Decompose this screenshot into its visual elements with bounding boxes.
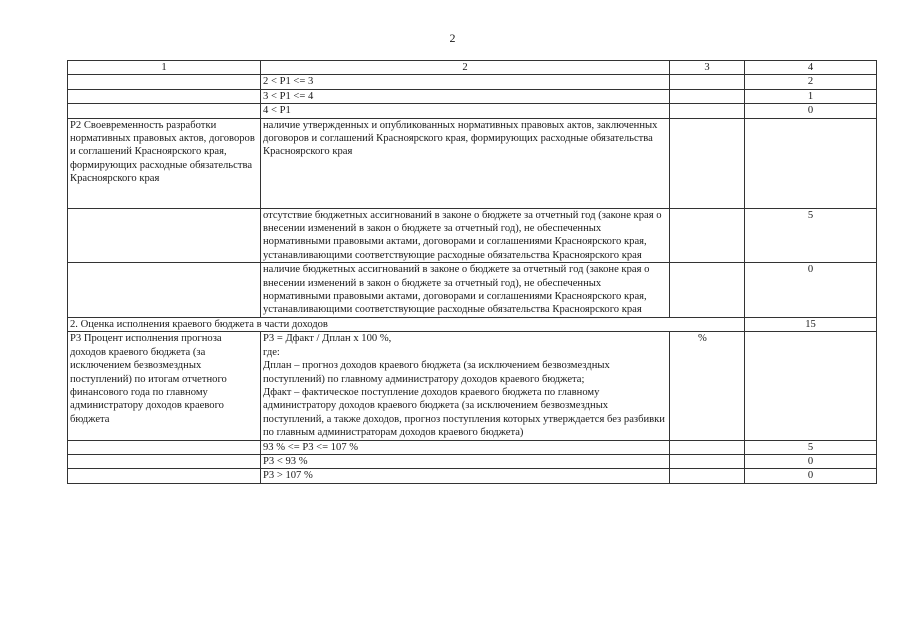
table-row <box>68 75 877 89</box>
table-row <box>68 104 877 118</box>
section-row <box>68 317 877 331</box>
indicator-name: P2 Своевременность разработки нормативных правовых актов, договоров и соглашений Красноярского края, формирующих расходные обязательства Красноярского края <box>68 118 261 208</box>
table-row <box>68 263 877 318</box>
unit-cell: % <box>670 332 745 440</box>
definition-plan: Дплан – прогноз доходов краевого бюджета (за исключением безвозмездных поступлений) по главному администратору доходов краевого бюджета; <box>263 360 610 385</box>
indicator-name: P3 Процент исполнения прогноза доходов краевого бюджета (за исключением безвозмездных поступлений) по итогам отчетного финансового года по главному администратору доходов краевого бюджета <box>68 332 261 440</box>
score-cell: 2 <box>745 75 877 89</box>
score-cell <box>745 118 877 208</box>
table-row <box>68 208 877 263</box>
header-row <box>68 61 877 75</box>
score-cell: 1 <box>745 89 877 103</box>
score-cell: 5 <box>745 440 877 454</box>
criterion-cell: 3 < P1 <= 4 <box>261 89 670 103</box>
score-cell: 0 <box>745 469 877 483</box>
header-col2: 2 <box>261 61 670 75</box>
definition-fact: Дфакт – фактическое поступление доходов краевого бюджета по главному администратору доходов краевого бюджета (за исключением безвозмездных поступлений, а также доходов, прогноз поступления которых утверждается без разбивки по главным администраторам доходов краевого бюджета) <box>263 386 665 439</box>
score-cell: 5 <box>745 208 877 263</box>
formula-cell <box>261 332 670 440</box>
score-cell: 0 <box>745 104 877 118</box>
section-score: 15 <box>745 317 877 331</box>
criterion-cell: 2 < P1 <= 3 <box>261 75 670 89</box>
table-row <box>68 332 877 440</box>
header-col4: 4 <box>745 61 877 75</box>
criterion-cell: 93 % <= P3 <= 107 % <box>261 440 670 454</box>
criterion-cell: P3 < 93 % <box>261 454 670 468</box>
criterion-cell: отсутствие бюджетных ассигнований в законе о бюджете за отчетный год (законе края о внесении изменений в закон о бюджете за отчетный год), не обеспеченных нормативными правовыми актами, договорами и соглашениями Красноярского края, устанавливающими соответствующие расходные обязательства Красноярского края <box>261 208 670 263</box>
formula: P3 = Дфакт / Дплан x 100 %, <box>263 333 392 345</box>
table-row <box>68 454 877 468</box>
table-row <box>68 118 877 208</box>
header-col3: 3 <box>670 61 745 75</box>
table-row <box>68 469 877 483</box>
table-row <box>68 89 877 103</box>
score-cell: 0 <box>745 263 877 318</box>
page-number: 2 <box>449 31 456 45</box>
score-cell: 0 <box>745 454 877 468</box>
formula-where: где: <box>263 346 280 358</box>
table-row <box>68 440 877 454</box>
criterion-cell: P3 > 107 % <box>261 469 670 483</box>
evaluation-table <box>67 60 877 484</box>
criterion-cell: наличие бюджетных ассигнований в законе о бюджете за отчетный год (законе края о внесении изменений в закон о бюджете за отчетный год), не обеспеченных нормативными правовыми актами, договорами и соглашениями Красноярского края, устанавливающими соответствующие расходные обязательства Красноярского края <box>261 263 670 318</box>
criterion-cell: наличие утвержденных и опубликованных нормативных правовых актов, заключенных договоров и соглашений Красноярского края, формирующих расходные обязательства Красноярского края <box>261 118 670 208</box>
section-title: 2. Оценка исполнения краевого бюджета в части доходов <box>68 317 745 331</box>
header-col1: 1 <box>68 61 261 75</box>
criterion-cell: 4 < P1 <box>261 104 670 118</box>
